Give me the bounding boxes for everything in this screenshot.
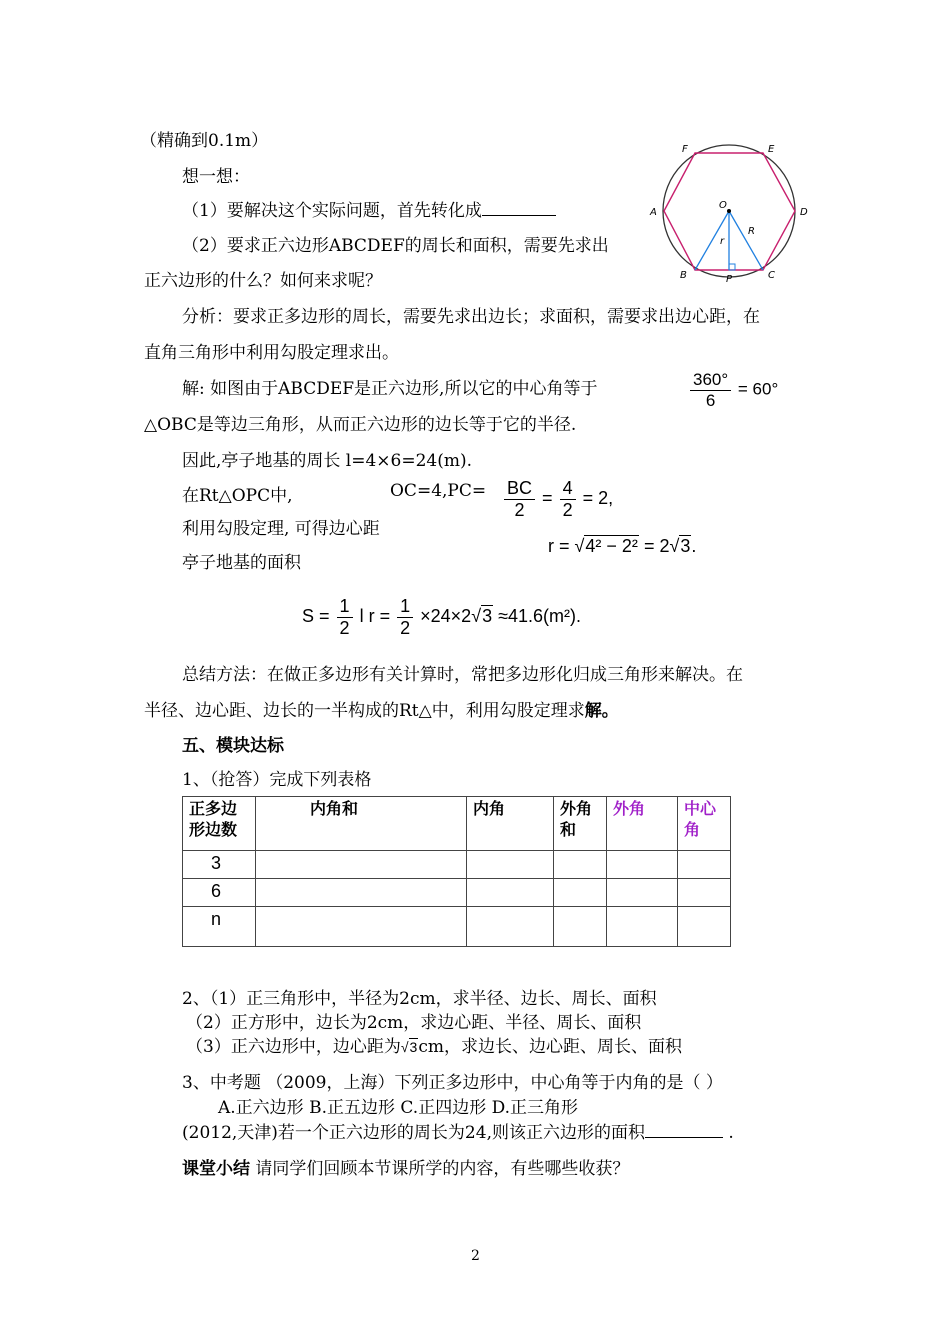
question-2: （2）要求正六边形ABCDEF的周长和面积，需要先求出 [182,236,609,256]
half-numerator-2: 1 [397,596,413,618]
pc-numerator-1: BC [504,478,535,500]
header-sides [183,797,256,851]
rt-triangle-line: 在Rt△OPC中, [182,486,293,506]
sqrt-sign-icon: √ [669,536,680,556]
area-lhs: S = [302,605,330,626]
table-row [183,851,731,879]
table-cell[interactable] [607,851,678,879]
sqrt-sign-icon: √ [400,1039,409,1055]
header-interior-sum-text: 内角和 [310,801,359,818]
quiz-1-title: 1、（抢答）完成下列表格 [182,770,372,790]
quiz-2-line-3-b: cm，求边长、边心距、周长、面积 [418,1037,682,1057]
central-angle-denominator: 6 [705,390,716,410]
summary-method-2 [144,696,619,721]
apothem-equals: = 2 [643,536,670,556]
summary-method-2-text: 半径、边心距、边长的一半构成的Rt△中，利用勾股定理求 [144,701,585,721]
label-b: B [680,270,687,281]
pc-numerator-2: 4 [560,478,576,500]
table-cell[interactable] [554,851,607,879]
header-interior [467,797,554,851]
row-label-n: n [183,907,256,947]
table-cell[interactable] [467,879,554,907]
header-sides-text: 正多边 形边数 [189,801,238,839]
perimeter-line: 因此,亭子地基的周长 l=4×6=24(m). [182,451,473,471]
table-cell[interactable] [554,907,607,947]
sqrt-sign-icon: √ [574,536,585,556]
page-number: 2 [471,1248,480,1264]
apothem-lhs: r = [548,536,575,556]
pc-fraction-1 [504,478,535,520]
half-denominator-1: 2 [339,617,350,638]
label-c: C [768,270,775,281]
quiz-4-period: . [722,1123,734,1143]
apothem-radicand-2: 3 [680,536,691,556]
header-exterior [607,797,678,851]
row-label-6: 6 [183,879,256,907]
class-summary-text: 请同学们回顾本节课所学的内容，有些哪些收获？ [255,1159,630,1179]
analysis-line-1: 分析：要求正多边形的周长，需要先求出边长；求面积，需要求出边心距，在 [182,307,760,327]
area-half-2 [397,596,413,638]
pc-fraction-2 [560,478,576,520]
quiz-2-line-1: 2、（1）正三角形中，半径为2cm，求半径、边长、周长、面积 [182,989,657,1009]
label-e: E [768,144,775,155]
header-exterior-sum [554,797,607,851]
header-central-text: 中心 角 [684,801,717,839]
summary-method-1: 总结方法：在做正多边形有关计算时，常把多边形化归成三角形来解决。在 [182,665,743,685]
label-d: D [800,207,808,218]
question-1 [182,196,556,221]
quiz-3-options: A.正六边形 B.正五边形 C.正四边形 D.正三角形 [218,1098,579,1118]
hexagon-figure [640,138,820,284]
header-interior-sum [256,797,467,851]
solution-line-2: △OBC是等边三角形，从而正六边形的边长等于它的半径. [144,415,577,435]
polygon-table [182,796,731,947]
header-exterior-sum-text: 外角 和 [560,801,593,839]
half-denominator-2: 2 [400,617,411,638]
label-r-big: R [748,226,755,237]
table-row [183,907,731,947]
table-cell[interactable] [554,879,607,907]
class-summary [182,1154,629,1179]
table-cell[interactable] [467,907,554,947]
segment-oc [729,211,763,270]
table-cell[interactable] [678,879,731,907]
area-mid: l r = [359,605,391,626]
label-f: F [682,144,688,155]
section-5-heading: 五、模块达标 [182,736,284,755]
table-cell[interactable] [678,907,731,947]
quiz-2-line-3-a: （3）正六边形中，边心距为 [186,1037,401,1057]
solution-line-1: 解: 如图由于ABCDEF是正六边形,所以它的中心角等于 [182,379,598,399]
table-cell[interactable] [467,851,554,879]
pc-equals: = [542,487,553,508]
quiz-2-line-2: （2）正方形中，边长为2cm，求边心距、半径、周长、面积 [186,1013,642,1033]
sqrt-sign-icon: √ [471,605,482,626]
question-2-cont: 正六边形的什么？如何来求呢？ [144,271,382,291]
quiz-2-radicand: 3 [409,1039,418,1055]
precision-note: （精确到0.1m） [140,131,269,151]
right-angle-mark [729,264,735,270]
apothem-formula [548,536,696,557]
pc-denominator-2: 2 [562,499,573,520]
header-exterior-text: 外角 [613,801,646,818]
half-numerator-1: 1 [337,596,353,618]
oc-pc-line: OC=4,PC= [390,481,487,501]
pc-formula [502,478,613,520]
central-angle-fraction [690,370,731,410]
label-r-small: r [720,236,725,247]
table-cell[interactable] [607,879,678,907]
pc-denominator-1: 2 [514,499,525,520]
header-central [678,797,731,851]
analysis-line-2: 直角三角形中利用勾股定理求出。 [144,343,399,363]
pc-result: = 2, [582,487,614,508]
center-point [727,209,731,213]
label-a: A [650,207,657,218]
central-angle-formula [688,370,778,410]
answer-blank-1 [482,215,556,216]
table-cell[interactable] [607,907,678,947]
area-half-1 [337,596,353,638]
table-row [183,879,731,907]
pythagoras-line: 利用勾股定理, 可得边心距 [182,519,380,539]
table-cell[interactable] [256,879,467,907]
quiz-3: 3、中考题 （2009，上海）下列正多边形中，中心角等于内角的是（ ） [182,1073,723,1093]
central-angle-numerator: 360° [690,370,731,391]
central-angle-result: = 60° [737,379,779,399]
quiz-2-line-3 [186,1032,682,1057]
question-1-text: （1）要解决这个实际问题，首先转化成 [182,201,482,221]
area-radicand: 3 [482,605,493,626]
table-header-row [183,797,731,851]
apothem-end: . [691,536,697,556]
area-line: 亭子地基的面积 [182,553,301,573]
class-summary-label: 课堂小结 [182,1159,250,1178]
row-label-3: 3 [183,851,256,879]
header-interior-text: 内角 [473,801,506,818]
label-p: P [726,274,733,284]
table-cell[interactable] [256,907,467,947]
area-rest: ×24×2 [420,605,472,626]
think-heading: 想一想： [182,167,250,187]
summary-method-2-bold: 解。 [584,701,619,721]
label-o: O [719,200,727,211]
table-cell[interactable] [256,851,467,879]
quiz-4 [182,1118,734,1143]
apothem-radicand: 4² − 2² [585,536,638,556]
quiz-4-text: (2012,天津)若一个正六边形的周长为24,则该正六边形的面积 [182,1123,645,1143]
area-result: ≈41.6(m²). [498,605,582,626]
table-cell[interactable] [678,851,731,879]
area-formula [302,596,581,638]
answer-blank-4 [645,1137,723,1138]
